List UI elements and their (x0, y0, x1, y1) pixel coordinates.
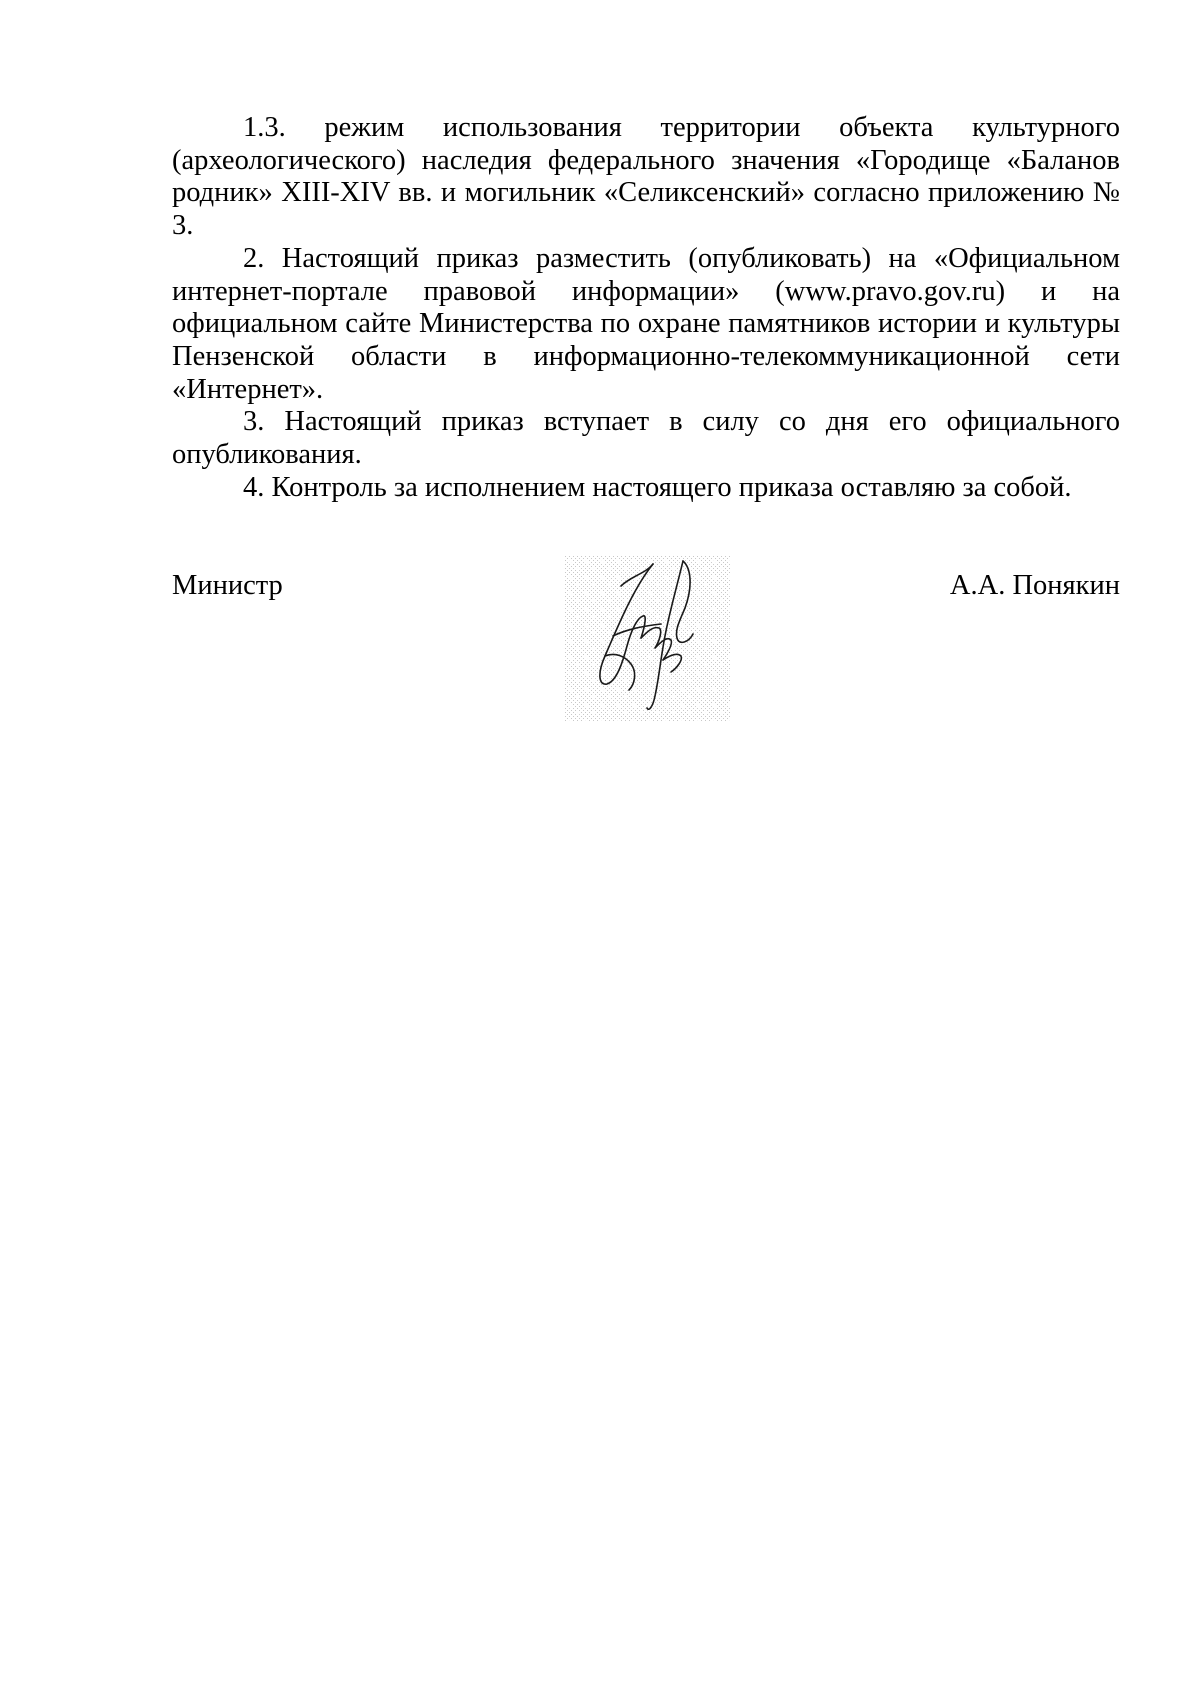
paragraph-4: 4. Контроль за исполнением настоящего приказа оставляю за собой. (243, 471, 1072, 503)
signature-block (172, 556, 1120, 736)
signatory-position: Министр (172, 570, 283, 601)
paragraph-3: 3. Настоящий приказ вступает в силу со дня его официального опубликования. (172, 406, 1120, 471)
handwritten-signature-image (565, 556, 730, 721)
paragraph-2: 2. Настоящий приказ разместить (опубликовать) на «Официальном интернет-портале правовой информации» (www.pravo.gov.ru) и на официальном сайте Министерства по охране памятников истории и культуры Пензенской области в информационно-телекоммуникационной сети «Интернет». (172, 242, 1120, 405)
paragraph-1-3: 1.3. режим использования территории объекта культурного (археологического) наследия федерального значения «Городище «Баланов родник» XIII-XIV вв. и могильник «Селиксенский» согласно приложению № 3. (172, 112, 1120, 242)
signatory-name: А.А. Понякин (949, 570, 1120, 601)
document-body (172, 112, 1120, 504)
